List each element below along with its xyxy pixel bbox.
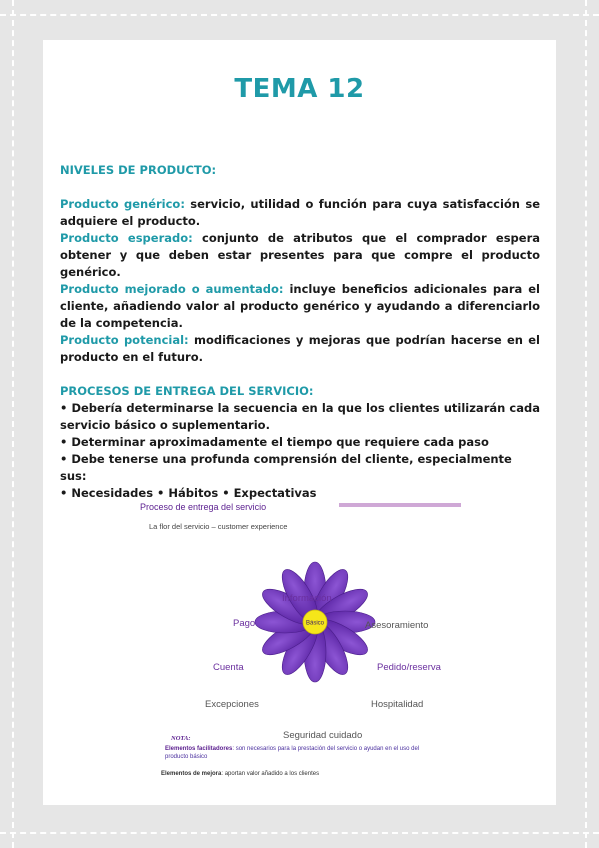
label-asesoramiento: Asesoramiento — [365, 620, 429, 631]
page-title: TEMA 12 — [234, 74, 365, 104]
label-seguridad: Seguridad cuidado — [283, 730, 363, 741]
bullet-item: • Necesidades • Hábitos • Expectativas — [60, 486, 317, 500]
bullet-item: • Debería determinarse la secuencia en la que los clientes utilizarán cada servicio básico o suplementario. — [60, 401, 540, 432]
label-excepciones: Excepciones — [205, 699, 259, 710]
label-hospitalidad: Hospitalidad — [371, 699, 424, 710]
note1-term: Elementos facilitadores — [165, 746, 233, 752]
document-page — [43, 40, 556, 805]
text-producto-potencial: modificaciones y mejoras que podrían hacerse en el producto en el futuro. — [60, 333, 540, 364]
label-pedido-reserva: Pedido/reserva — [377, 662, 441, 673]
bullet-item: • Debe tenerse una profunda comprensión del cliente, especialmente sus: — [60, 452, 512, 483]
term-producto-esperado: Producto esperado: — [60, 231, 193, 245]
page-border-top — [0, 14, 599, 16]
text-producto-mejorado: incluye beneficios adicionales para el cliente, añadiendo valor al producto genérico y ayudando a diferenciarlo de la competencia. — [60, 282, 540, 330]
note2-term: Elementos de mejora — [161, 771, 222, 777]
paragraph-producto-esperado — [60, 230, 540, 281]
note-elementos-facilitadores — [165, 746, 435, 761]
note-label: NOTA: — [171, 735, 191, 742]
paragraph-producto-potencial — [60, 332, 540, 366]
document-body — [60, 162, 540, 502]
section-heading-procesos: PROCESOS DE ENTREGA DEL SERVICIO: — [60, 384, 314, 398]
figure-title: Proceso de entrega del servicio — [140, 502, 267, 512]
note2-text: : aportan valor añadido a los clientes — [221, 771, 320, 777]
bullet-item: • Determinar aproximadamente el tiempo que requiere cada paso — [60, 435, 489, 449]
text-producto-esperado: conjunto de atributos que el comprador espera obtener y que deben estar presentes para que compre el producto genérico. — [60, 231, 540, 279]
flower-icon — [43, 495, 556, 755]
term-producto-mejorado: Producto mejorado o aumentado: — [60, 282, 284, 296]
label-pago: Pago — [233, 618, 256, 629]
note-elementos-mejora — [161, 771, 319, 777]
paragraph-producto-mejorado — [60, 281, 540, 332]
text-producto-generico: servicio, utilidad o función para cuya satisfacción se adquiere el producto. — [60, 197, 540, 228]
flower-center-label: Básico — [305, 620, 325, 627]
term-producto-potencial: Producto potencial: — [60, 333, 189, 347]
label-informacion: Información — [282, 593, 332, 604]
note1-text: : son necesarios para la prestación del servicio o ayudan en el uso del producto básico — [165, 746, 420, 760]
paragraph-producto-generico — [60, 196, 540, 230]
service-flower-figure — [43, 495, 556, 755]
page-border-bottom — [0, 832, 599, 834]
term-producto-generico: Producto genérico: — [60, 197, 185, 211]
figure-subtitle: La flor del servicio – customer experience — [149, 522, 288, 531]
section-heading-niveles: NIVELES DE PRODUCTO: — [60, 163, 217, 177]
label-cuenta: Cuenta — [213, 662, 244, 673]
page-border-left — [12, 0, 14, 848]
page-border-right — [585, 0, 587, 848]
